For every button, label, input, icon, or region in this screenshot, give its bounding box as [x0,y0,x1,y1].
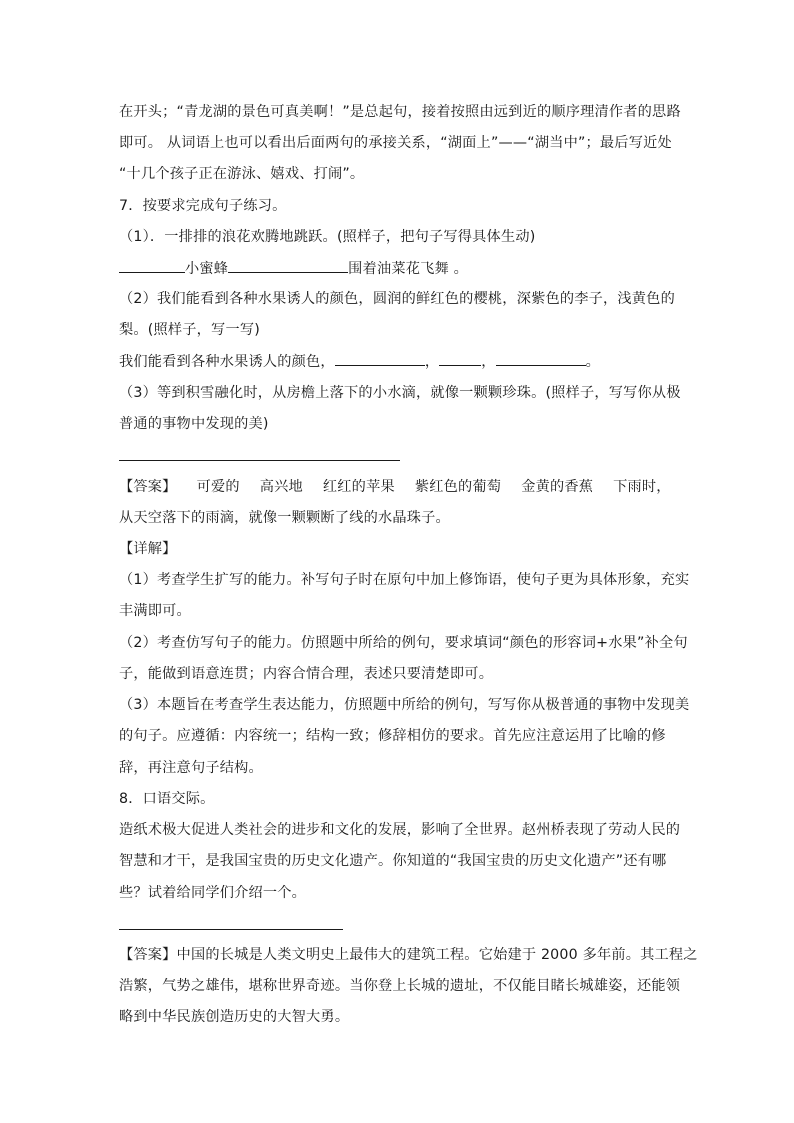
answer-line[interactable] [119,460,400,461]
answer-blank[interactable] [439,351,481,366]
detail-line: （2）考查仿写句子的能力。仿照题中所给的例句，要求填词“颜色的形容词+水果”补全句 [119,635,688,651]
fill-text: 小蜜蜂 [185,261,229,277]
question-7-2-prompt: （2）我们能看到各种水果诱人的颜色，圆润的鲜红色的樱桃，深紫色的李子，浅黄色的 [119,291,675,307]
answer-item: 下雨时， [613,479,671,495]
answer-8: 【答案】中国的长城是人类文明史上最伟大的建筑工程。它始建于 2000 多年前。其工程之 [119,947,698,963]
text-line: 在开头；“青龙湖的景色可真美啊！”是总起句，接着按照由远到近的顺序理清作者的思路 [119,104,681,120]
detail-line: （3）本题旨在考查学生表达能力，仿照题中所给的例句，写写你从极普通的事物中发现美 [119,697,690,713]
answer-blank[interactable] [335,351,425,366]
answer-item: 高兴地 [259,479,303,495]
fill-text: 我们能看到各种水果诱人的颜色， [119,354,335,370]
answer-item: 紫红色的葡萄 [414,479,502,495]
question-8-text: 造纸术极大促进人类社会的进步和文化的发展，影响了全世界。赵州桥表现了劳动人民的 [119,822,681,838]
answer-item: 金黄的香蕉 [521,479,594,495]
answer-item: 可爱的 [196,479,240,495]
answer-8: 略到中华民族创造历史的大智大勇。 [119,1009,350,1025]
question-8-heading: 8．口语交际。 [119,791,215,807]
answer-blank[interactable] [119,258,185,273]
detail-label: 【详解】 [119,541,177,557]
fill-text: 围着油菜花飞舞 。 [348,261,468,277]
question-7-heading: 7．按要求完成句子练习。 [119,198,287,214]
question-7-1-fill-line [119,258,468,279]
detail-line: 辞，再注意句子结构。 [119,760,263,776]
answer-7 [119,477,671,497]
answer-7-continued: 从天空落下的雨滴，就像一颗颗断了线的水晶珠子。 [119,510,450,526]
question-7-1-prompt: （1）．一排排的浪花欢腾地跳跃。(照样子，把句子写得具体生动) [119,229,536,245]
fill-punct: ， [481,354,496,370]
detail-line: 的句子。应遵循：内容统一；结构一致；修辞相仿的要求。首先应注意运用了比喻的修 [119,728,666,744]
detail-line: 丰满即可。 [119,603,191,619]
question-8-text: 智慧和才干，是我国宝贵的历史文化遗产。你知道的“我国宝贵的历史文化遗产”还有哪 [119,853,667,869]
fill-punct: ， [424,354,440,370]
fill-punct: 。 [585,354,600,370]
question-7-2-fill-line [119,351,600,372]
answer-item: 红红的苹果 [322,479,395,495]
answer-label: 【答案】 [119,479,177,495]
answer-8: 浩繁，气势之雄伟，堪称世界奇迹。当你登上长城的遗址，不仅能目睹长城雄姿，还能领 [119,978,681,994]
answer-blank[interactable] [228,258,348,273]
text-line: “十几个孩子正在游泳、嬉戏、打闹”。 [119,166,365,182]
question-7-2-prompt: 梨。(照样子，写一写) [119,322,260,338]
text-line: 即可。 从词语上也可以看出后面两句的承接关系，“湖面上”——“湖当中”；最后写近处 [119,135,672,151]
question-7-3-prompt: 普通的事物中发现的美) [119,416,269,432]
question-8-text: 些？试着给同学们介绍一个。 [119,885,307,901]
answer-line[interactable] [119,929,343,930]
detail-line: （1）考查学生扩写的能力。补写句子时在原句中加上修饰语，使句子更为具体形象，充实 [119,572,690,588]
detail-line: 子，能做到语意连贯；内容合情合理，表述只要清楚即可。 [119,666,494,682]
question-7-3-prompt: （3）等到积雪融化时，从房檐上落下的小水滴，就像一颗颗珍珠。(照样子，写写你从极 [119,385,681,401]
answer-blank[interactable] [496,351,586,366]
